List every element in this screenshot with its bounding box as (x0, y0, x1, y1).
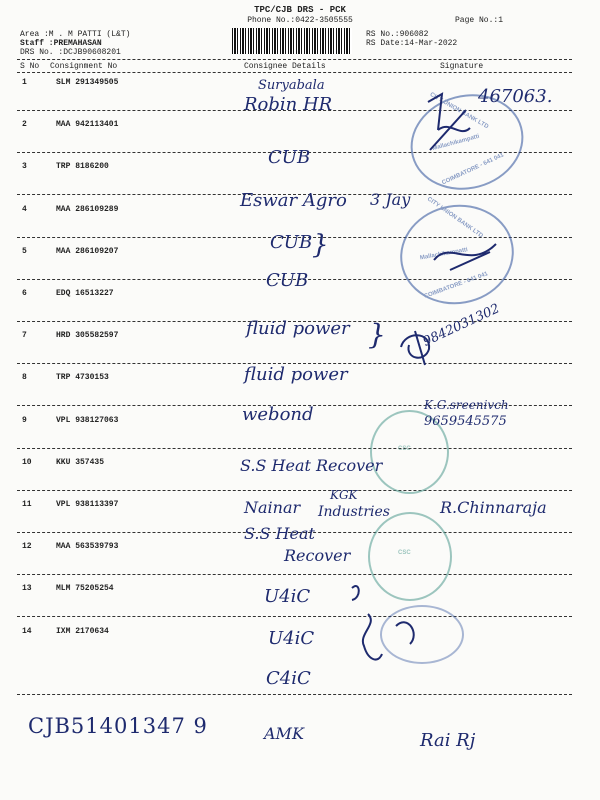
row-sno: 5 (22, 247, 27, 256)
handwriting-row10-name-a: Nainar (244, 498, 301, 517)
col-header-sno: S No (20, 62, 40, 71)
staff-label: Staff :PREMAHASAN (20, 39, 102, 48)
handwriting-row11-name-b: Recover (284, 546, 351, 565)
row-sno: 6 (22, 289, 27, 298)
handwriting-row9-name: S.S Heat Recover (240, 456, 383, 475)
row-consignment-number: MAA 286109289 (56, 205, 119, 214)
rs-date: RS Date:14-Mar-2022 (366, 39, 458, 48)
footer-initials: AMK (264, 724, 304, 743)
row-consignment-number: VPL 938127063 (56, 416, 119, 425)
brace-icon-2: } (368, 318, 386, 351)
row-sno: 1 (22, 78, 27, 87)
row-sno: 2 (22, 120, 27, 129)
phone-number: Phone No.:0422-3505555 (247, 16, 353, 25)
drs-number: DRS No. :DCJB90608201 (20, 48, 121, 57)
row-sno: 4 (22, 205, 27, 214)
row-consignment-number: HRD 305582597 (56, 331, 119, 340)
stamp-4-text: CSC (398, 550, 411, 556)
handwriting-row2-name: CUB (268, 147, 311, 168)
row-sno: 13 (22, 584, 32, 593)
footer-signature: Rai Rj (420, 730, 476, 751)
handwriting-row8-signature: K.G.sreenivch (424, 398, 509, 412)
col-header-signature: Signature (440, 62, 484, 71)
handwriting-row5-name: CUB (266, 270, 309, 291)
handwriting-row8-name: webond (242, 404, 314, 425)
row-consignment-number: KKU 357435 (56, 458, 105, 467)
row-sno: 3 (22, 162, 27, 171)
row-consignment-number: TRP 4730153 (56, 373, 109, 382)
row-consignment-number: EDQ 16513227 (56, 289, 114, 298)
brace-icon: } (312, 230, 329, 260)
handwriting-row7-name: fluid power (244, 364, 348, 385)
handwriting-row3-signature: 3 Jay (370, 190, 411, 209)
area-label: Area :M . M PATTI (L&T) (20, 30, 131, 39)
row-sno: 10 (22, 458, 32, 467)
handwriting-row3-name: Eswar Agro (240, 190, 347, 211)
row-consignment-number: SLM 291349505 (56, 78, 119, 87)
handwriting-row1-signature: 467063. (478, 86, 553, 107)
row-divider (17, 448, 572, 449)
stamp-1-city: COIMBATORE - 641 041 (441, 152, 505, 187)
row-divider (17, 490, 572, 491)
handwriting-row11-name-a: S.S Heat (244, 524, 315, 543)
signature-scribble-2 (430, 230, 500, 280)
stamp-2-city: COIMBATORE - 641 041 (423, 271, 489, 300)
page-number: Page No.:1 (455, 16, 504, 25)
header-divider-top (17, 59, 572, 60)
row-sno: 12 (22, 542, 32, 551)
stamp-2-branch: Mallachikampatti (419, 247, 469, 262)
stamp-2-name: CITY UNION BANK LTD (425, 196, 484, 240)
handwriting-row4-name: CUB (270, 232, 313, 253)
row-sno: 9 (22, 416, 27, 425)
signature-scribble-4 (338, 574, 428, 674)
handwriting-row10-name-b: KGK (330, 488, 358, 502)
row-consignment-number: MAA 286109207 (56, 247, 119, 256)
handwriting-row14-name: C4iC (266, 668, 311, 689)
stamp-3-text: CSC (398, 446, 411, 452)
handwriting-row6-phone: 9842031302 (420, 301, 503, 350)
row-consignment-number: MAA 942113401 (56, 120, 119, 129)
row-consignment-number: VPL 938113397 (56, 500, 119, 509)
row-consignment-number: MLM 75205254 (56, 584, 114, 593)
handwriting-row10-signature: R.Chinnaraja (440, 498, 547, 517)
row-sno: 11 (22, 500, 32, 509)
row-consignment-number: MAA 563539793 (56, 542, 119, 551)
signature-scribble-1 (420, 90, 480, 160)
handwriting-row1-note: Suryabala (258, 78, 325, 93)
row-sno: 14 (22, 627, 32, 636)
handwriting-row12-name: U4iC (264, 586, 311, 607)
handwriting-row8-phone: 9659545575 (424, 414, 507, 429)
stamp-1-name: CITY UNION BANK LTD (428, 91, 490, 131)
rs-number: RS No.:906082 (366, 30, 429, 39)
handwriting-row10-name-c: Industries (318, 504, 390, 520)
row-sno: 7 (22, 331, 27, 340)
handwriting-row1-name: Robin HR (244, 94, 333, 115)
col-header-consignee: Consignee Details (244, 62, 326, 71)
barcode (232, 28, 352, 54)
row-consignment-number: IXM 2170634 (56, 627, 109, 636)
signature-scribble-3 (395, 325, 445, 370)
row-sno: 8 (22, 373, 27, 382)
document-title: TPC/CJB DRS - PCK (254, 5, 346, 15)
col-header-consignment: Consignment No (50, 62, 118, 71)
stamp-1-branch: Mallachikampatti (431, 133, 481, 153)
handwriting-row13-name: U4iC (268, 628, 315, 649)
footer-consignment-id: CJB51401347 9 (28, 714, 208, 738)
row-consignment-number: TRP 8186200 (56, 162, 109, 171)
handwriting-row6-name: fluid power (246, 318, 350, 339)
header-divider-bottom (17, 72, 572, 73)
table-bottom-divider (17, 694, 572, 695)
row-divider (17, 574, 572, 575)
row-divider (17, 616, 572, 617)
